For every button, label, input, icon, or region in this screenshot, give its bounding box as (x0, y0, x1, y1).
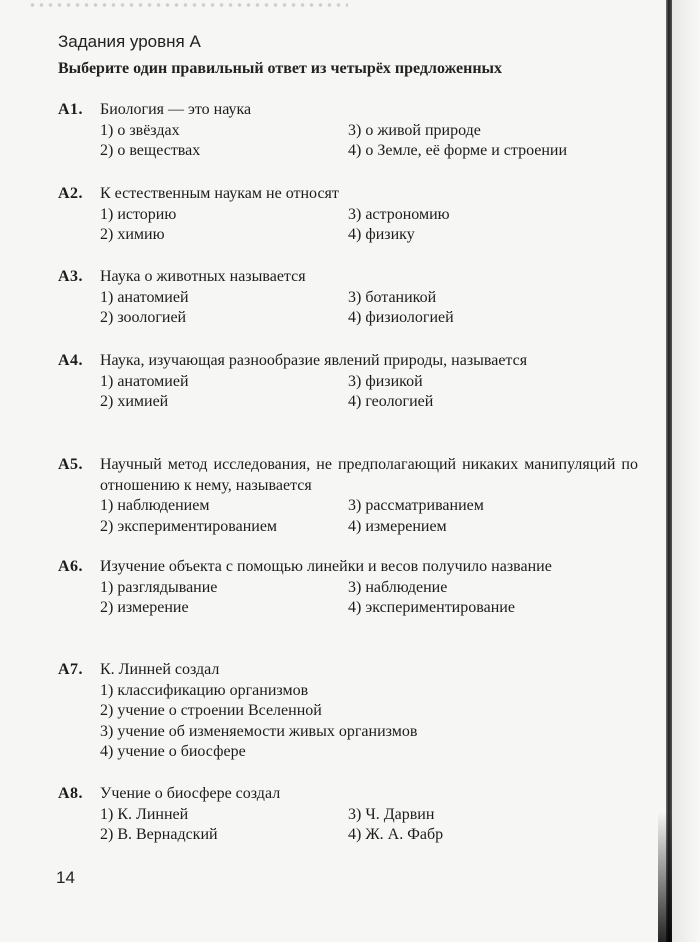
answer-option: 1) разглядывание (100, 578, 218, 596)
answer-option: 2) химию (100, 226, 165, 243)
answer-option: 1) о звёздах (100, 121, 180, 139)
question-a1 (58, 100, 638, 162)
answer-option: 4) измерением (348, 517, 447, 535)
answer-option: 1) историю (100, 205, 177, 223)
answer-option: 1) наблюдением (100, 497, 210, 514)
question-number: А2. (58, 185, 84, 202)
answer-option: 3) рассматриванием (348, 497, 484, 514)
answer-option: 2) учение о строении Вселенной (100, 702, 322, 719)
question-number: А3. (58, 268, 84, 285)
answer-option: 4) физиологией (348, 309, 454, 326)
answer-option: 2) зоологией (100, 309, 187, 326)
answer-option: 4) геологией (348, 393, 434, 410)
question-text: Биология — это наука (100, 101, 252, 118)
answer-option: 1) анатомией (100, 372, 189, 390)
question-number: А7. (58, 661, 84, 678)
answer-option: 3) учение об изменяемости живых организмов (100, 722, 418, 740)
question-a4 (58, 351, 638, 413)
question-number: А1. (58, 101, 84, 118)
question-number: А4. (58, 352, 84, 369)
question-number: А5. (58, 456, 84, 473)
answer-option: 3) астрономию (348, 205, 450, 223)
answer-option: 2) химией (100, 393, 169, 410)
question-text: Изучение объекта с помощью линейки и весов получило название (100, 558, 552, 575)
answer-option: 3) ботаникой (348, 288, 437, 306)
answer-option: 2) о веществах (100, 142, 201, 159)
question-a2 (58, 184, 638, 246)
answer-option: 1) К. Линней (100, 805, 189, 823)
question-number: А6. (58, 558, 84, 575)
answer-option: 4) учение о биосфере (100, 743, 246, 760)
question-text: Наука о животных называется (100, 268, 306, 285)
answer-option: 3) Ч. Дарвин (348, 805, 435, 823)
page-number: 14 (56, 868, 75, 887)
binding-holes (28, 2, 348, 8)
answer-option: 1) классификацию организмов (100, 681, 309, 699)
question-a6 (58, 557, 638, 619)
question-text: Научный метод исследования, не предполагающий никаких манипуляций по отношению к нему, называется (100, 456, 638, 494)
question-text: К естественным наукам не относят (100, 185, 339, 202)
question-a5 (58, 455, 638, 537)
page-corner-shadow (658, 812, 672, 942)
section-title: Задания уровня А (58, 32, 201, 51)
page-edge-line (666, 0, 672, 942)
answer-option: 1) анатомией (100, 288, 189, 306)
answer-option: 2) измерение (100, 599, 189, 616)
answer-option: 2) экспериментированием (100, 517, 278, 535)
answer-option: 2) В. Вернадский (100, 826, 218, 843)
answer-option: 4) о Земле, её форме и строении (348, 142, 568, 159)
question-a7 (58, 660, 638, 763)
answer-option: 3) наблюдение (348, 578, 448, 596)
question-number: А8. (58, 785, 84, 802)
answer-option: 3) о живой природе (348, 121, 481, 139)
page-edge-shade (672, 0, 700, 942)
question-text: Наука, изучающая разнообразие явлений природы, называется (100, 352, 528, 369)
answer-option: 4) экспериментирование (348, 599, 515, 616)
instruction: Выберите один правильный ответ из четырёх предложенных (58, 60, 503, 77)
answer-option: 3) физикой (348, 372, 423, 390)
question-text: К. Линней создал (100, 661, 220, 678)
question-a3 (58, 267, 638, 329)
answer-option: 4) физику (348, 226, 415, 243)
question-a8 (58, 784, 638, 846)
question-text: Учение о биосфере создал (100, 785, 281, 802)
answer-option: 4) Ж. А. Фабр (348, 826, 444, 843)
